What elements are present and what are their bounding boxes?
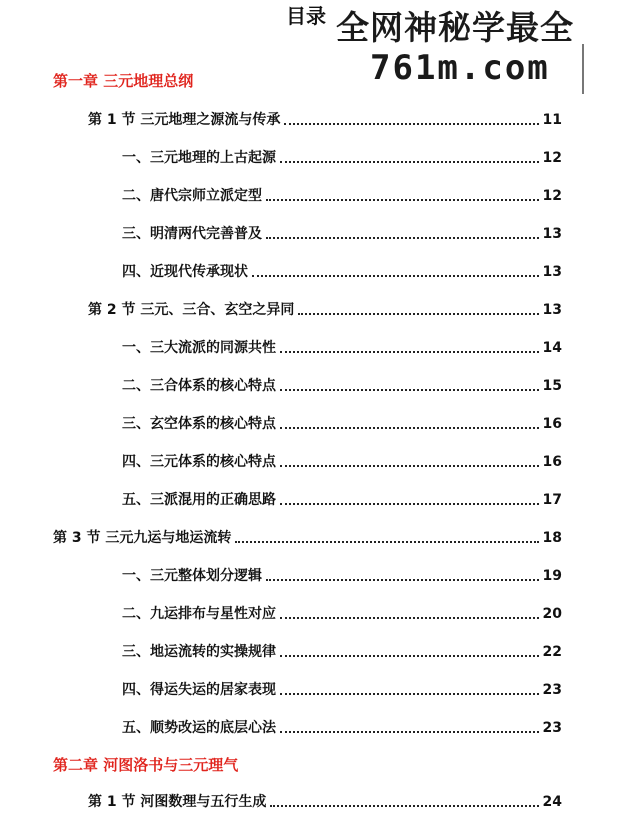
toc-page-number: 20 — [542, 606, 562, 622]
toc-section-title: 第 2 节 三元、三合、玄空之异同 — [88, 302, 295, 318]
toc-chapter[interactable] — [53, 752, 238, 778]
toc-item-title: 四、三元体系的核心特点 — [122, 454, 276, 470]
toc-item-row[interactable] — [122, 450, 562, 474]
toc-item-row[interactable] — [122, 412, 562, 436]
toc-item-title: 一、三元地理的上古起源 — [122, 150, 276, 166]
toc-leader-dots — [270, 803, 538, 807]
toc-leader-dots — [280, 501, 539, 505]
toc-item-row[interactable] — [122, 222, 562, 246]
toc-page-number: 13 — [542, 264, 562, 280]
toc-item-row[interactable] — [122, 640, 562, 664]
toc-leader-dots — [280, 387, 539, 391]
toc-section-title: 第 1 节 三元地理之源流与传承 — [88, 112, 281, 128]
toc-leader-dots — [298, 311, 538, 315]
toc-item-title: 三、玄空体系的核心特点 — [122, 416, 276, 432]
toc-page-number: 12 — [542, 150, 562, 166]
toc-page-number: 12 — [542, 188, 562, 204]
watermark-divider — [582, 44, 584, 94]
toc-chapter-title: 第二章 河图洛书与三元理气 — [53, 756, 239, 774]
toc-item-row[interactable] — [122, 184, 562, 208]
toc-title-fragment: 目录 — [286, 4, 326, 28]
toc-page-number: 23 — [542, 720, 562, 736]
toc-item-row[interactable] — [122, 602, 562, 626]
toc-leader-dots — [280, 349, 539, 353]
toc-item-title: 一、三元整体划分逻辑 — [122, 568, 262, 584]
toc-section-title: 第 3 节 三元九运与地运流转 — [53, 530, 232, 546]
toc-item-title: 一、三大流派的同源共性 — [122, 340, 276, 356]
toc-page-number: 14 — [542, 340, 562, 356]
toc-item-title: 四、得运失运的居家表现 — [122, 682, 276, 698]
toc-leader-dots — [280, 691, 539, 695]
toc-section-title: 第 1 节 河图数理与五行生成 — [88, 794, 267, 810]
toc-leader-dots — [280, 463, 539, 467]
toc-page-number: 13 — [542, 302, 562, 318]
toc-page-number: 24 — [542, 794, 562, 810]
toc-leader-dots — [235, 539, 538, 543]
toc-item-row[interactable] — [122, 716, 562, 740]
toc-leader-dots — [280, 729, 539, 733]
toc-leader-dots — [266, 197, 539, 201]
toc-page-number: 18 — [542, 530, 562, 546]
toc-leader-dots — [280, 615, 539, 619]
toc-leader-dots — [252, 273, 539, 277]
toc-item-title: 三、地运流转的实操规律 — [122, 644, 276, 660]
toc-leader-dots — [266, 235, 539, 239]
toc-item-title: 四、近现代传承现状 — [122, 264, 248, 280]
toc-page-number: 15 — [542, 378, 562, 394]
toc-item-title: 二、三合体系的核心特点 — [122, 378, 276, 394]
toc-item-row[interactable] — [122, 374, 562, 398]
toc-item-row[interactable] — [122, 146, 562, 170]
watermark — [326, 0, 626, 92]
toc-item-row[interactable] — [122, 336, 562, 360]
toc-chapter-title: 第一章 三元地理总纲 — [53, 72, 194, 90]
toc-chapter[interactable] — [53, 68, 193, 94]
toc-leader-dots — [280, 653, 539, 657]
toc-page-number: 11 — [542, 112, 562, 128]
toc-section-row[interactable] — [88, 108, 562, 132]
toc-page-number: 13 — [542, 226, 562, 242]
toc-leader-dots — [280, 159, 539, 163]
toc-item-row[interactable] — [122, 488, 562, 512]
toc-leader-dots — [266, 577, 539, 581]
toc-item-title: 三、明清两代完善普及 — [122, 226, 262, 242]
toc-page-number: 16 — [542, 454, 562, 470]
toc-item-title: 二、唐代宗师立派定型 — [122, 188, 262, 204]
toc-page-number: 16 — [542, 416, 562, 432]
toc-item-row[interactable] — [122, 678, 562, 702]
toc-item-row[interactable] — [122, 260, 562, 284]
toc-section-row[interactable] — [88, 790, 562, 814]
toc-leader-dots — [280, 425, 539, 429]
toc-page-number: 19 — [542, 568, 562, 584]
watermark-line2: 761m.com — [370, 48, 550, 88]
toc-section-row[interactable] — [88, 298, 562, 322]
watermark-line1: 全网神秘学最全 — [336, 8, 574, 47]
toc-page-number: 23 — [542, 682, 562, 698]
toc-item-title: 二、九运排布与星性对应 — [122, 606, 276, 622]
toc-item-title: 五、顺势改运的底层心法 — [122, 720, 276, 736]
toc-item-title: 五、三派混用的正确思路 — [122, 492, 276, 508]
toc-item-row[interactable] — [122, 564, 562, 588]
toc-leader-dots — [284, 121, 538, 125]
toc-page-number: 17 — [542, 492, 562, 508]
toc-page-number: 22 — [542, 644, 562, 660]
toc-section-row[interactable] — [53, 526, 562, 550]
